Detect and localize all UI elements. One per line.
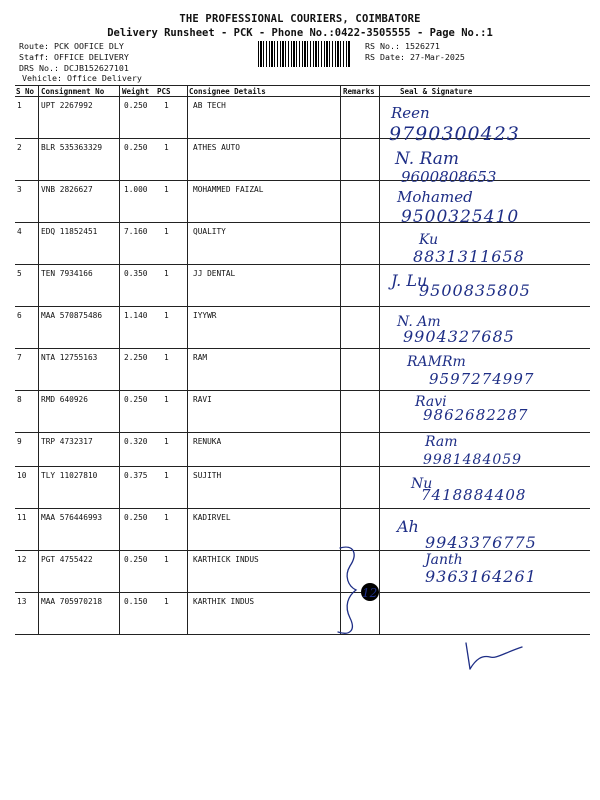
svg-text:9600808653: 9600808653 <box>401 168 497 186</box>
cell-consignee: RENUKA <box>193 437 222 446</box>
cell-sno: 7 <box>17 353 22 362</box>
cell-sno: 13 <box>17 597 27 606</box>
cell-consignment: UPT 2267992 <box>41 101 93 110</box>
cell-pcs: 1 <box>164 311 169 320</box>
svg-text:12: 12 <box>362 586 378 600</box>
cell-sno: 4 <box>17 227 22 236</box>
cell-consignment: BLR 535363329 <box>41 143 103 152</box>
cell-weight: 0.250 <box>124 143 148 152</box>
svg-text:9790300423: 9790300423 <box>389 123 520 145</box>
cell-weight: 0.250 <box>124 101 148 110</box>
cell-pcs: 1 <box>164 353 169 362</box>
cell-consignment: NTA 12755163 <box>41 353 98 362</box>
route-text: Route: PCK OOFICE DLY <box>19 41 124 51</box>
cell-pcs: 1 <box>164 437 169 446</box>
rs-number: RS No.: 1526271 <box>365 41 440 51</box>
cell-consignee: ATHES AUTO <box>193 143 240 152</box>
cell-weight: 2.250 <box>124 353 148 362</box>
cell-consignee: JJ DENTAL <box>193 269 236 278</box>
cell-consignment: MAA 705970218 <box>41 597 103 606</box>
bracket-annotation <box>330 540 390 640</box>
staff-text: Staff: OFFICE DELIVERY <box>19 52 129 62</box>
cell-weight: 0.320 <box>124 437 148 446</box>
cell-consignee: AB TECH <box>193 101 226 110</box>
cell-weight: 1.140 <box>124 311 148 320</box>
cell-consignment: RMD 640926 <box>41 395 88 404</box>
initial-mark <box>460 635 530 675</box>
cell-consignment: VNB 2826627 <box>41 185 93 194</box>
col-header-consignee: Consignee Details <box>189 87 266 96</box>
svg-text:Reen: Reen <box>391 104 430 122</box>
svg-text:9500835805: 9500835805 <box>419 281 531 300</box>
svg-text:7418884408: 7418884408 <box>421 486 527 504</box>
cell-sno: 9 <box>17 437 22 446</box>
cell-consignee: SUJITH <box>193 471 222 480</box>
cell-pcs: 1 <box>164 513 169 522</box>
cell-pcs: 1 <box>164 395 169 404</box>
cell-sno: 6 <box>17 311 22 320</box>
cell-pcs: 1 <box>164 143 169 152</box>
svg-text:8831311658: 8831311658 <box>413 247 525 266</box>
svg-text:9597274997: 9597274997 <box>429 370 535 388</box>
col-header-sno: S No <box>16 87 35 96</box>
cell-consignment: TLY 11027810 <box>41 471 98 480</box>
cell-sno: 5 <box>17 269 22 278</box>
cell-weight: 0.250 <box>124 513 148 522</box>
cell-consignment: TRP 4732317 <box>41 437 93 446</box>
svg-text:N. Ram: N. Ram <box>395 149 460 169</box>
cell-weight: 0.375 <box>124 471 148 480</box>
rs-date: RS Date: 27-Mar-2025 <box>365 52 465 62</box>
document-subtitle: Delivery Runsheet - PCK - Phone No.:0422-3505555 - Page No.:1 <box>107 27 493 39</box>
cell-sno: 11 <box>17 513 27 522</box>
cell-weight: 7.160 <box>124 227 148 236</box>
svg-text:J. Lu: J. Lu <box>391 271 428 290</box>
cell-weight: 0.250 <box>124 395 148 404</box>
svg-text:9862682287: 9862682287 <box>423 406 529 424</box>
col-header-signature: Seal & Signature <box>400 87 473 96</box>
svg-text:Nu: Nu <box>411 476 433 492</box>
cell-consignee: MOHAMMED FAIZAL <box>193 185 264 194</box>
cell-pcs: 1 <box>164 269 169 278</box>
svg-text:Ram: Ram <box>425 434 458 450</box>
cell-weight: 0.250 <box>124 555 148 564</box>
svg-text:9500325410: 9500325410 <box>401 207 520 227</box>
svg-text:Ravi: Ravi <box>415 394 447 410</box>
cell-weight: 0.150 <box>124 597 148 606</box>
cell-sno: 2 <box>17 143 22 152</box>
cell-consignment: EDQ 11852451 <box>41 227 98 236</box>
cell-pcs: 1 <box>164 185 169 194</box>
cell-weight: 0.350 <box>124 269 148 278</box>
cell-consignment: MAA 570875486 <box>41 311 103 320</box>
svg-text:9904327685: 9904327685 <box>403 327 515 346</box>
cell-pcs: 1 <box>164 227 169 236</box>
svg-text:9981484059: 9981484059 <box>423 452 523 468</box>
signature <box>385 466 595 516</box>
svg-text:Mohamed: Mohamed <box>397 188 473 206</box>
svg-text:Janth: Janth <box>425 552 463 568</box>
cell-sno: 8 <box>17 395 22 404</box>
svg-text:RAMRm: RAMRm <box>407 354 466 370</box>
cell-pcs: 1 <box>164 597 169 606</box>
cell-weight: 1.000 <box>124 185 148 194</box>
cell-pcs: 1 <box>164 471 169 480</box>
svg-text:9943376775: 9943376775 <box>425 533 537 552</box>
document-title: THE PROFESSIONAL COURIERS, COIMBATORE <box>179 13 421 25</box>
cell-consignee: KARTHICK INDUS <box>193 555 259 564</box>
svg-text:N. Am: N. Am <box>397 314 441 330</box>
svg-text:9363164261: 9363164261 <box>425 567 537 586</box>
signature <box>385 264 595 314</box>
cell-sno: 10 <box>17 471 27 480</box>
cell-consignee: RAM <box>193 353 208 362</box>
signature <box>385 546 595 596</box>
cell-consignee: IYYWR <box>193 311 217 320</box>
cell-consignee: KADIRVEL <box>193 513 231 522</box>
cell-consignee: QUALITY <box>193 227 226 236</box>
barcode <box>258 41 350 67</box>
vehicle-text: Vehicle: Office Delivery <box>22 73 142 83</box>
cell-consignee: RAVI <box>193 395 212 404</box>
cell-pcs: 1 <box>164 555 169 564</box>
cell-sno: 1 <box>17 101 22 110</box>
col-header-consignment: Consignment No <box>41 87 105 96</box>
cell-consignment: TEN 7934166 <box>41 269 93 278</box>
cell-consignment: PGT 4755422 <box>41 555 93 564</box>
col-header-remarks: Remarks <box>343 87 375 96</box>
cell-consignee: KARTHIK INDUS <box>193 597 255 606</box>
col-header-weight: Weight <box>122 87 150 96</box>
cell-sno: 12 <box>17 555 27 564</box>
cell-consignment: MAA 576446993 <box>41 513 103 522</box>
svg-text:Ah: Ah <box>397 517 419 536</box>
drs-number: DRS No.: DCJB152627101 <box>19 63 129 73</box>
cell-sno: 3 <box>17 185 22 194</box>
col-header-pcs: PCS <box>157 87 171 96</box>
cell-pcs: 1 <box>164 101 169 110</box>
svg-text:Ku: Ku <box>419 232 439 248</box>
